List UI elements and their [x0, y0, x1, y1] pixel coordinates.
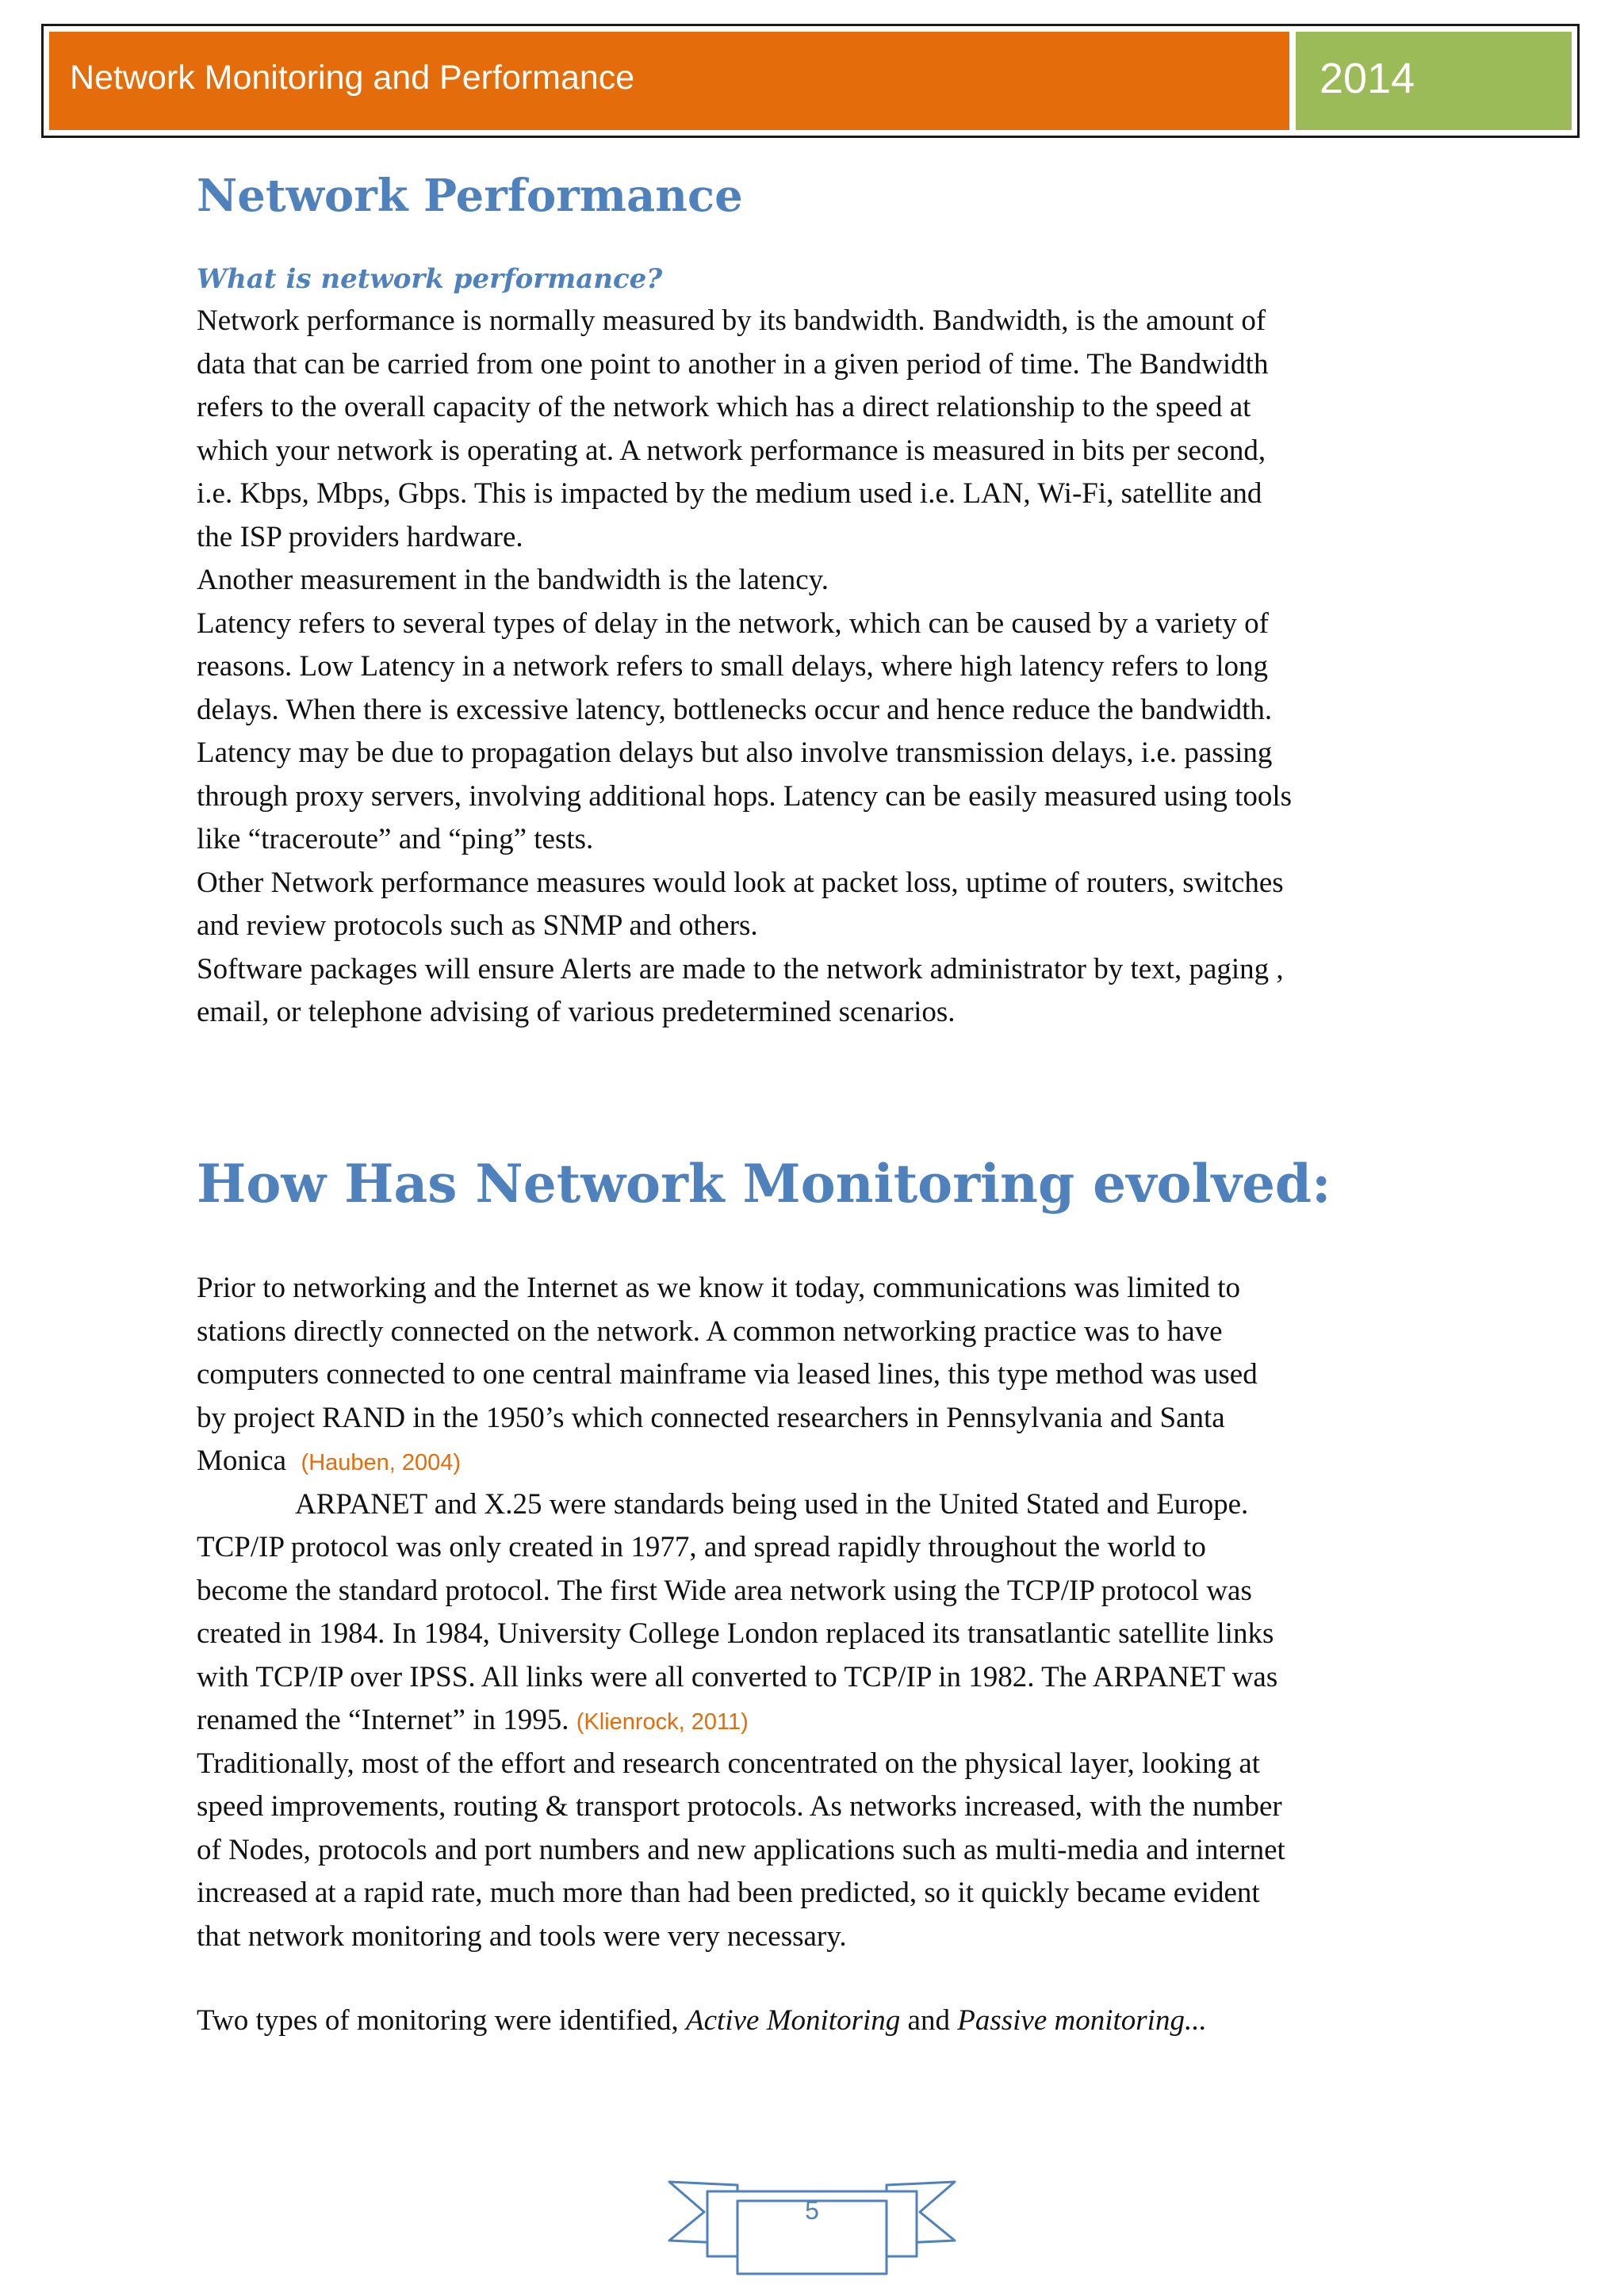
text-line: i.e. Kbps, Mbps, Gbps. This is impacted by the medium used i.e. LAN, Wi-Fi, satellite and: [197, 477, 1262, 510]
subheading-what-is-network-performance: What is network performance?: [197, 263, 663, 295]
text-line: reasons. Low Latency in a network refers to small delays, where high latency refers to long: [197, 650, 1269, 683]
text-line: increased at a rapid rate, much more than had been predicted, so it quickly became evident: [197, 1877, 1260, 1909]
text-line: that network monitoring and tools were very necessary.: [197, 1919, 847, 1953]
page-number-ribbon: [666, 2164, 958, 2275]
text-line: by project RAND in the 1950’s which connected researchers in Pennsylvania and Santa: [197, 1401, 1225, 1434]
text-line: speed improvements, routing & transport protocols. As networks increased, with the number: [197, 1790, 1282, 1823]
text-line: which your network is operating at. A network performance is measured in bits per second,: [197, 434, 1266, 467]
section-heading-network-performance: Network Performance: [197, 170, 743, 222]
text-line: the ISP providers hardware.: [197, 520, 523, 553]
term-active-monitoring: Active Monitoring: [686, 2004, 901, 2037]
text-line: [197, 1699, 1434, 1743]
text-line: Other Network performance measures would look at packet loss, uptime of routers, switches: [197, 866, 1284, 899]
term-passive-monitoring: Passive monitoring...: [957, 2004, 1207, 2037]
text-run: renamed the “Internet” in 1995.: [197, 1704, 569, 1736]
text-line: [197, 1440, 1434, 1483]
text-line: delays. When there is excessive latency, bottlenecks occur and hence reduce the bandwidth.: [197, 693, 1273, 726]
text-line: Latency may be due to propagation delays but also involve transmission delays, i.e. passing: [197, 737, 1273, 769]
text-line: like “traceroute” and “ping” tests.: [197, 823, 594, 855]
section-heading-monitoring-evolved: How Has Network Monitoring evolved:: [197, 1153, 1331, 1215]
text-line: Traditionally, most of the effort and research concentrated on the physical layer, looking at: [197, 1747, 1261, 1780]
text-line: with TCP/IP over IPSS. All links were all converted to TCP/IP in 1982. The ARPANET was: [197, 1660, 1278, 1693]
text-line: computers connected to one central mainframe via leased lines, this type method was used: [197, 1358, 1258, 1391]
text-line: Network performance is normally measured by its bandwidth. Bandwidth, is the amount of: [197, 304, 1266, 337]
citation-hauben: (Hauben, 2004): [301, 1450, 462, 1475]
text-run: Monica: [197, 1445, 287, 1477]
text-line: [197, 1999, 1434, 2043]
header-year: 2014: [1320, 55, 1415, 102]
page-number: 5: [805, 2196, 819, 2225]
header-title: Network Monitoring and Performance: [70, 59, 635, 97]
text-line: Prior to networking and the Internet as we know it today, communications was limited to: [197, 1272, 1240, 1304]
paragraph-history: [197, 1267, 1434, 1958]
text-line: stations directly connected on the network. A common networking practice was to have: [197, 1314, 1223, 1348]
paragraph-monitoring-types: [197, 1999, 1434, 2043]
text-line: data that can be carried from one point to another in a given period of time. The Bandwidth: [197, 347, 1269, 381]
citation-klienrock: (Klienrock, 2011): [576, 1709, 749, 1735]
text-line: email, or telephone advising of various predetermined scenarios.: [197, 996, 956, 1028]
text-line: TCP/IP protocol was only created in 1977, and spread rapidly throughout the world to: [197, 1531, 1206, 1563]
text-line: Latency refers to several types of delay in the network, which can be caused by a variety of: [197, 607, 1269, 640]
text-line: created in 1984. In 1984, University College London replaced its transatlantic satellite links: [197, 1617, 1274, 1650]
text-line: of Nodes, protocols and port numbers and new applications such as multi-media and internet: [197, 1833, 1285, 1866]
text-line: Software packages will ensure Alerts are made to the network administrator by text, paging ,: [197, 952, 1284, 985]
text-line: through proxy servers, involving additional hops. Latency can be easily measured using tools: [197, 779, 1293, 813]
text-line: refers to the overall capacity of the network which has a direct relationship to the speed at: [197, 391, 1251, 423]
text-line: Another measurement in the bandwidth is the latency.: [197, 564, 829, 596]
paragraph-network-performance: [197, 300, 1434, 1035]
text-run: and: [900, 2004, 958, 2037]
text-run: Two types of monitoring were identified,: [197, 2004, 687, 2037]
text-line: become the standard protocol. The first Wide area network using the TCP/IP protocol was: [197, 1574, 1252, 1607]
text-line: ARPANET and X.25 were standards being used in the United Stated and Europe.: [295, 1487, 1249, 1521]
text-line: and review protocols such as SNMP and others.: [197, 909, 758, 942]
